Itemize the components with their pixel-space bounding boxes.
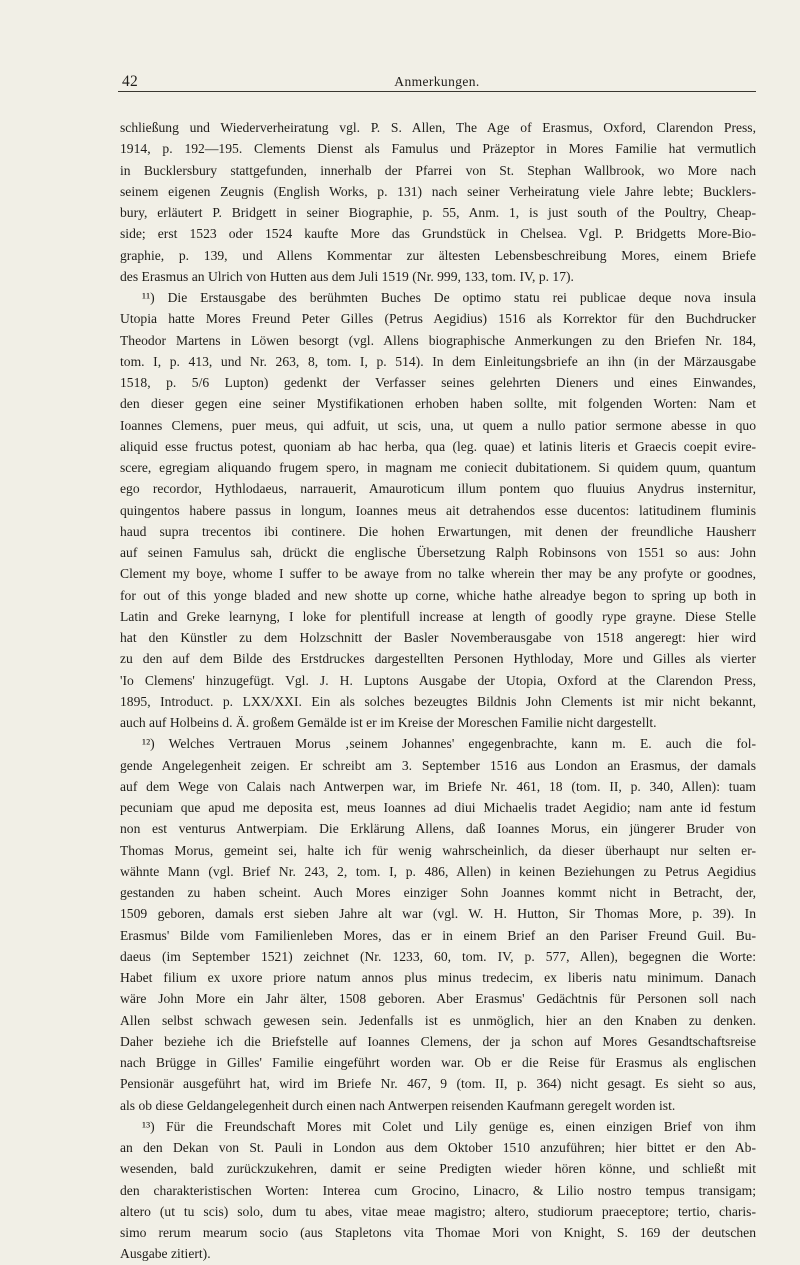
text-line: Clement my boye, whome I suffer to be awaye from no talke wherein ther may be any profyte or goodnes, [120,566,756,582]
text-line: 1509 geboren, damals erst sieben Jahre alt war (vgl. W. H. Hutton, Sir Thomas More, p. 39). In [120,906,756,922]
footnote-11-start: ¹¹) Die Erstausgabe des berühmten Buches De optimo statu rei publicae deque nova insula [142,290,756,305]
text-line: an den Dekan von St. Pauli in London aus dem Oktober 1510 anzuführen; hier bittet er den Ab- [120,1140,756,1155]
text-line: auch auf Holbeins d. Ä. großem Gemälde ist er im Kreise der Moreschen Familie nicht dargestellt. [120,715,657,730]
text-line: gestanden zu haben scheint. Auch Mores einziger Sohn Joannes kommt nicht in Betracht, der, [120,885,756,900]
footnote-12-start: ¹²) Welches Vertrauen Morus ‚seinem Johannes' engegenbrachte, kann m. E. auch die fol- [142,736,756,752]
text-line: Ausgabe zitiert). [120,1246,211,1262]
footnote-13-start: ¹³) Für die Freundschaft Mores mit Colet und Lily genüge es, einen einzigen Brief von ihm [142,1118,756,1134]
text-line: auf dem Wege von Calais nach Antwerpen war, im Briefe Nr. 461, 18 (tom. II, p. 340, Allen): tuam [120,778,756,794]
text-line: wäre John More ein Jahr älter, 1508 geboren. Aber Erasmus' Gedächtnis für Personen soll nach [120,991,756,1007]
text-line: for out of this yonge bladed and new shotte up corne, whiche hathe alreadye begon to spring up both in [120,587,756,603]
text-line: in Bucklersbury stattgefunden, innerhalb der Pfarrei von St. Stephan Wallbrook, wo More nach [120,162,756,178]
text-line: bury, erläutert P. Bridgett in seiner Biographie, p. 55, Anm. 1, is just south of the Poultry, Cheap- [120,205,756,220]
text-line: daeus (im September 1521) zeichnet (Nr. 1233, 60, tom. IV, p. 577, Allen), begegnen die Worte: [120,948,756,964]
text-line: altero (ut tu scis) solo, dum tu abes, vitae meae magistro; altero, studiorum praeceptore; tertio, charis- [120,1203,756,1219]
text-line: Daher beziehe ich die Briefstelle auf Ioannes Clemens, der ja schon auf Mores Gesandtschaftsreise [120,1033,756,1049]
text-line: pecuniam que apud me deposita est, meus Ioannes ad diui Michaelis tradet Aegidio; nam ante id festum [120,800,756,815]
text-line: als ob diese Geldangelegenheit durch einen nach Antwerpen reisenden Kaufmann geregelt worden ist. [120,1097,676,1113]
text-line: Habet filium ex uxore priore natum annos plus minus tredecim, ex liberis natu minimum. Danach [120,970,756,985]
text-line: 1895, Introduct. p. LXX/XXI. Ein als solches bezeugtes Bildnis John Clements ist mir nicht bekannt, [120,693,756,709]
text-line: zu den auf dem Bilde des Erstdruckes dargestellten Personen Hythloday, More und Gilles als vierter [120,651,756,667]
text-line: 1914, p. 192—195. Clements Dienst als Famulus und Präzeptor in Mores Familie hat vermutlich [120,141,756,157]
text-line: scere, egregiam aliquando frugem spero, in magnam me coniecit dubitationem. Si quidem quum, quantum [120,460,756,475]
text-line: wesenden, bald zurückzukehren, damit er seine Predigten wieder hören könne, und schließt mit [120,1161,756,1177]
text-line: wähnte Mann (vgl. Brief Nr. 243, 2, tom. I, p. 486, Allen) in keinen Beziehungen zu Petrus Aegidius [120,863,756,879]
text-line: graphie, p. 139, und Allens Kommentar zur ältesten Lebensbeschreibung Mores, einem Briefe [120,247,756,263]
text-line: aliquid esse fructus potest, quoniam ab hac herba, qua (leg. quae) et latinis literis et Graecis coepit evire- [120,438,756,454]
text-line: Pensionär ausgeführt hat, wird im Briefe Nr. 467, 9 (tom. II, p. 364) nicht gesagt. Es sieht so aus, [120,1076,756,1092]
text-line: ego recordor, Hythlodaeus, narrauerit, Amauroticum illum pontem quo fluuius Anydrus insternitur, [120,481,756,497]
text-line: quingentos habere passus in longum, Ioannes meus ait detrahendos esse ducentos: latitudinem fluminis [120,502,756,518]
page-header [118,71,756,92]
text-line: den charakteristischen Worten: Interea cum Grocino, Linacro, & Lilio nostro tempus transigam; [120,1182,756,1198]
text-line: schließung und Wiederverheiratung vgl. P. S. Allen, The Age of Erasmus, Oxford, Clarendon Press, [120,120,756,135]
text-line: 'Io Clemens' hinzugefügt. Vgl. J. H. Luptons Ausgabe der Utopia, Oxford at the Clarendon Press, [120,672,756,688]
body-text [120,117,756,1265]
text-line: tom. I, p. 413, und Nr. 263, 8, tom. I, p. 514). In dem Einleitungsbriefe an ihn (in der Märzausgabe [120,353,756,369]
text-line: Thomas Morus, gemeint sei, halte ich für wenig wahrscheinlich, da dieser überhaupt nur selten er- [120,842,756,858]
text-line: Allen selbst schwach gewesen sein. Jedenfalls ist es unmöglich, hier an den Knaben zu denken. [120,1012,756,1028]
text-line: Theodor Martens in Löwen besorgt (vgl. Allens biographische Anmerkungen zu den Briefen Nr. 184, [120,332,756,348]
text-line: Ioannes Clemens, puer meus, qui adfuit, ut scis, una, ut quem a nullo patior sermone abesse in quo [120,417,756,433]
text-line: des Erasmus an Ulrich von Hutten aus dem Juli 1519 (Nr. 999, 133, tom. IV, p. 17). [120,268,574,284]
text-line: Erasmus' Bilde vom Familienleben Mores, das er in einem Brief an den Pariser Freund Guil. Bu- [120,927,756,943]
text-line: Latin and Greke learnyng, I loke for plentifull increase at length of goodly rype grayne. Diese Stelle [120,608,756,624]
text-line: auf seinen Famulus sah, drückt die englische Übersetzung Ralph Robinsons von 1551 so aus: John [120,545,756,560]
text-line: simo rerum mearum socio (aus Stapletons vita Thomae Mori von Knight, S. 169 der deutschen [120,1225,756,1240]
text-line: gende Angelegenheit zeigen. Er schreibt am 3. September 1516 aus London an Erasmus, der damals [120,757,756,773]
text-line: haud supra trecentos ibi continere. Die hohen Erwartungen, mit denen der freundliche Hausherr [120,523,756,539]
text-line: nach Brügge in Gilles' Familie eingeführt worden war. Ob er die Reise für Erasmus als englischen [120,1055,756,1070]
text-line: den dieser gegen eine seiner Mystifikationen erhoben haben sollte, mit folgenden Worten: Nam et [120,396,756,412]
text-line: hat den Künstler zu dem Holzschnitt der Basler Novemberausgabe von 1518 angeregt: hier wird [120,630,756,645]
running-head: Anmerkungen. [394,74,480,89]
text-line: 1518, p. 5/6 Lupton) gedenkt der Verfasser seines gelehrten Dieners und eines Einwandes, [120,375,756,390]
page-number: 42 [122,73,139,90]
text-line: Utopia hatte Mores Freund Peter Gilles (Petrus Aegidius) 1516 als Korrektor für den Buchdrucker [120,311,756,327]
text-line: side; erst 1523 oder 1524 kaufte More das Grundstück in Chelsea. Vgl. P. Bridgetts More-Bio- [120,226,756,242]
text-line: non est venturus Antwerpiam. Die Erklärung Allens, daß Ioannes Morus, ein jüngerer Bruder von [120,821,756,837]
text-line: seinem eigenen Zeugnis (English Works, p. 131) nach seiner Verheiratung viele Jahre lebte; Bucklers- [120,183,756,199]
